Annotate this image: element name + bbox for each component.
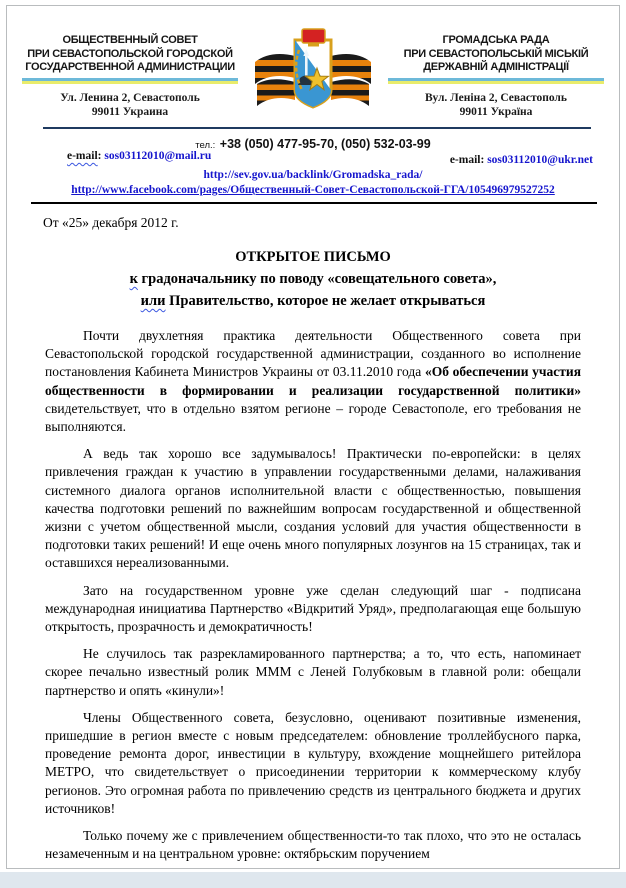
monument-column [305, 56, 308, 78]
medal-ribbon [302, 29, 325, 43]
title-line-3: или Правительство, которое не желает открываться [140, 293, 486, 309]
org-name-ru-line: ОБЩЕСТВЕННЫЙ СОВЕТ [62, 34, 198, 46]
document-page [6, 5, 620, 869]
org-name-ru [7, 34, 253, 75]
org-name-ua-line: ГРОМАДСЬКА РАДА [442, 34, 550, 46]
email-link-left[interactable]: sos03112010@mail.ru [104, 150, 212, 162]
site-line [7, 165, 619, 183]
phone-label: тел.: [195, 140, 216, 151]
gov-site-link[interactable]: http://sev.gov.ua/backlink/Gromadska_rada/ [203, 169, 423, 181]
org-address-ua-line: Вул. Леніна 2, Севастополь [425, 91, 567, 104]
letter-body [45, 327, 581, 863]
org-name-ua-line: ПРИ СЕВАСТОПОЛЬСЬКІЙ МІСЬКІЙ [403, 47, 589, 60]
date-line: От «25» декабря 2012 г. [43, 215, 179, 230]
email-right-label: e-mail: [449, 154, 485, 166]
contact-block [7, 133, 619, 179]
phone-numbers: +38 (050) 477-95-70, (050) 532-03-99 [219, 137, 431, 151]
org-name-ru-line: ПРИ СЕВАСТОПОЛЬСКОЙ ГОРОДСКОЙ [27, 47, 233, 60]
letter-title [7, 246, 619, 312]
org-address-ru-line: 99011 Украина [91, 106, 169, 118]
org-address-ua [373, 91, 619, 120]
org-name-ru-line: ГОСУДАРСТВЕННОЙ АДМИНИСТРАЦИИ [25, 61, 235, 73]
org-address-ru [7, 91, 253, 120]
org-address-ua-line: 99011 Україна [459, 106, 533, 118]
email-left-label: e-mail [67, 150, 98, 162]
email-link-right[interactable]: sos03112010@ukr.net [487, 154, 593, 166]
facebook-link[interactable]: http://www.facebook.com/pages/Общественный-Совет-Севастопольской-ГГА/105496979527252 [71, 184, 555, 196]
ukraine-flag-stripe-left [22, 78, 238, 84]
paragraph-4: Не случилось так разрекламированного партнерства; а то, что есть, напоминает скорее печально известный ролик МММ с Леней Голубковым в главной роли: обещали партнерство и опять «кинули»! [45, 646, 581, 698]
paragraph-1: Почти двухлетняя практика деятельности Общественного совета при Севастопольской городской государственной администрации, созданного во исполнение постановления Кабинета Министров Украины от 03.11.2010 года «Об обеспечении участия общественности в формировании и реализации государственной политики» свидетельствует, что в отдельно взятом регионе – городе Севастополе, его требования не выполняются. [45, 328, 581, 435]
contacts-divider [31, 202, 597, 204]
title-line-2: к градоначальнику по поводу «совещательного совета», [129, 271, 497, 287]
org-name-ua-line: ДЕРЖАВНІЙ АДМІНІСТРАЦІЇ [423, 61, 569, 73]
paragraph-3: Зато на государственном уровне уже сделан следующий шаг - подписана международная инициатива Партнерство «Відкритий Уряд», предполагающая еще большую открытость, прозрачность и демократичность! [45, 582, 581, 635]
bold-quote: «Об обеспечении участия общественности в формировании и реализации государственной политики» [45, 364, 581, 398]
paragraph-6: Только почему же с привлечением общественности-то так плохо, что это не осталась незамеченным и на центральном уровне: октябрьским поручением [45, 828, 581, 862]
ukraine-flag-stripe-right [388, 78, 604, 84]
paragraph-2: А ведь так хорошо все задумывалось! Практически по-европейски: в целях привлечения граждан к участию в управлении государственными делами, налаживания системного диалога органов исполнительной власти с общественностью, повышения качества подготовки решений по важнейшим вопросам государственной и общественной жизни с учетом общественной мысли, создания условий для участия общественности в подготовки таких решений! И еще очень много популярных лозунгов на 15 страницах, так и оставшихся нереализованными. [45, 446, 581, 571]
paragraph-5: Члены Общественного совета, безусловно, оценивают позитивные изменения, пришедшие в регион вместе с новым председателем: обновление троллейбусного парка, проведение ремонта дорог, инвестиции в культуру, вхождение мощнейшего ритейлора МЕТРО, что свидетельствует о присоединении территории к коммерческому клубу регионов. Это огромная работа по привлечению средств из центрального бюджета и других источников! [45, 709, 581, 816]
org-block-ru [7, 26, 253, 120]
email-left: e-mail: sos03112010@mail.ru [67, 150, 212, 162]
org-block-ua [373, 26, 619, 120]
title-line-1: ОТКРЫТОЕ ПИСЬМО [235, 249, 391, 265]
header-divider [43, 127, 591, 129]
sevastopol-coat-of-arms-icon [253, 28, 373, 127]
letterhead [7, 26, 619, 127]
org-name-ua [373, 34, 619, 75]
org-address-ru-line: Ул. Ленина 2, Севастополь [60, 91, 200, 104]
